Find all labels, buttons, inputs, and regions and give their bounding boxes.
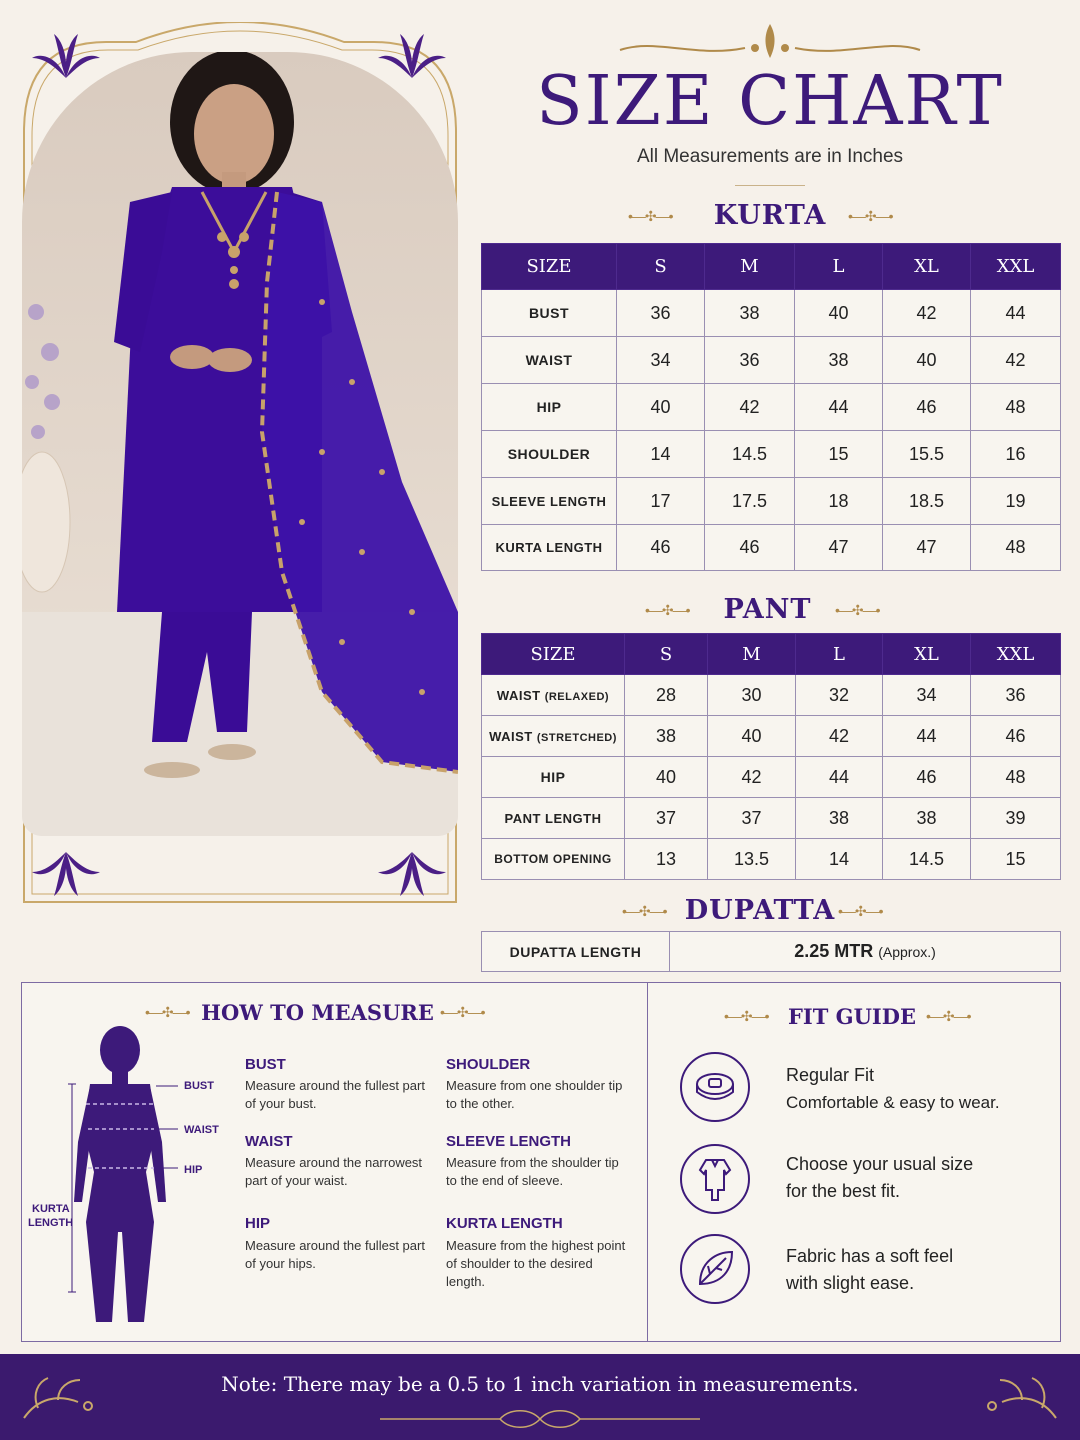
table-row bbox=[482, 932, 1061, 972]
footer-ornament-right bbox=[972, 1368, 1062, 1429]
table-cell: 46 bbox=[883, 757, 971, 798]
table-row bbox=[482, 478, 1061, 525]
fit-guide-heading: FIT GUIDE bbox=[788, 1004, 916, 1029]
col-header: S bbox=[617, 244, 705, 290]
col-header: SIZE bbox=[482, 244, 617, 290]
corner-ornament-top-right bbox=[374, 28, 450, 89]
col-header: SIZE bbox=[482, 634, 625, 675]
table-cell: 46 bbox=[705, 525, 795, 571]
row-label: BOTTOM OPENING bbox=[482, 839, 625, 880]
col-header: L bbox=[796, 634, 883, 675]
col-header: M bbox=[705, 244, 795, 290]
row-label: HIP bbox=[482, 757, 625, 798]
table-cell: 46 bbox=[617, 525, 705, 571]
row-label: SHOULDER bbox=[482, 431, 617, 478]
ornament-right: •—✣—• bbox=[926, 1008, 971, 1024]
table-cell: 14.5 bbox=[883, 839, 971, 880]
table-cell: 37 bbox=[625, 798, 708, 839]
row-label: PANT LENGTH bbox=[482, 798, 625, 839]
table-cell: 42 bbox=[883, 290, 971, 337]
model-photo bbox=[22, 52, 458, 836]
row-label: DUPATTA LENGTH bbox=[482, 932, 670, 972]
outfit-icon bbox=[680, 1144, 750, 1214]
row-label: BUST bbox=[482, 290, 617, 337]
col-header: L bbox=[795, 244, 883, 290]
page-subtitle: All Measurements are in Inches bbox=[636, 146, 904, 167]
col-header: M bbox=[708, 634, 796, 675]
corner-ornament-bottom-left bbox=[28, 846, 104, 907]
pant-heading: PANT bbox=[723, 594, 812, 625]
row-label: WAIST bbox=[482, 337, 617, 384]
dupatta-table bbox=[481, 931, 1061, 972]
table-cell: 44 bbox=[795, 384, 883, 431]
ornament-left: •—✣—• bbox=[145, 1004, 190, 1020]
table-cell: 17.5 bbox=[705, 478, 795, 525]
measuring-tape-icon bbox=[680, 1052, 750, 1122]
table-cell: 47 bbox=[795, 525, 883, 571]
ornament-right: •—✣—• bbox=[835, 602, 880, 618]
table-cell: 17 bbox=[617, 478, 705, 525]
col-header: S bbox=[625, 634, 708, 675]
corner-ornament-bottom-right bbox=[374, 846, 450, 907]
row-label: SLEEVE LENGTH bbox=[482, 478, 617, 525]
measure-text-waist: Measure around the narrowest part of your waist. bbox=[245, 1155, 423, 1188]
table-cell: 40 bbox=[708, 716, 796, 757]
footer-note: Note: There may be a 0.5 to 1 inch variation in measurements. bbox=[221, 1372, 859, 1396]
table-cell: 36 bbox=[617, 290, 705, 337]
measure-title-hip: HIP bbox=[245, 1215, 271, 1232]
table-cell: 13.5 bbox=[708, 839, 796, 880]
table-cell: 16 bbox=[971, 431, 1061, 478]
measure-title-kurta-length: KURTA LENGTH bbox=[446, 1215, 563, 1232]
table-cell: 47 bbox=[883, 525, 971, 571]
table-cell: 38 bbox=[625, 716, 708, 757]
table-cell: 30 bbox=[708, 675, 796, 716]
row-label: HIP bbox=[482, 384, 617, 431]
table-cell: 44 bbox=[796, 757, 883, 798]
table-row bbox=[482, 384, 1061, 431]
fit-guide-line: for the best fit. bbox=[786, 1181, 901, 1201]
row-label-text: WAIST bbox=[489, 728, 533, 744]
footer-bar bbox=[0, 1354, 1080, 1440]
table-cell: 46 bbox=[971, 716, 1061, 757]
table-cell: 40 bbox=[625, 757, 708, 798]
table-cell: 13 bbox=[625, 839, 708, 880]
table-cell: 48 bbox=[971, 757, 1061, 798]
row-label-note: (STRETCHED) bbox=[536, 731, 617, 744]
measure-title-shoulder: SHOULDER bbox=[446, 1056, 531, 1073]
table-cell: 28 bbox=[625, 675, 708, 716]
col-header: XL bbox=[883, 634, 971, 675]
fit-guide-line: with slight ease. bbox=[786, 1273, 915, 1293]
dupatta-heading: DUPATTA bbox=[684, 895, 836, 926]
table-cell: 18 bbox=[795, 478, 883, 525]
table-cell: 48 bbox=[971, 384, 1061, 431]
kurta-heading: KURTA bbox=[713, 200, 827, 231]
figure-label-kurta-length-2: LENGTH bbox=[28, 1217, 74, 1229]
table-row bbox=[482, 757, 1061, 798]
ornament-right: •—✣—• bbox=[440, 1004, 485, 1020]
table-cell: 36 bbox=[705, 337, 795, 384]
figure-label-hip: HIP bbox=[184, 1164, 203, 1176]
panel-divider bbox=[647, 982, 648, 1342]
table-cell: 42 bbox=[971, 337, 1061, 384]
table-cell: 42 bbox=[705, 384, 795, 431]
ornament-left: •—✣—• bbox=[645, 602, 690, 618]
table-cell: 37 bbox=[708, 798, 796, 839]
pant-size-table bbox=[481, 633, 1061, 880]
table-cell: 48 bbox=[971, 525, 1061, 571]
ornament-right: •—✣—• bbox=[838, 903, 883, 919]
table-cell: 46 bbox=[883, 384, 971, 431]
table-cell: 38 bbox=[796, 798, 883, 839]
row-label bbox=[482, 675, 625, 716]
table-cell: 38 bbox=[795, 337, 883, 384]
table-row bbox=[482, 431, 1061, 478]
table-row bbox=[482, 337, 1061, 384]
ornament-left: •—✣—• bbox=[724, 1008, 769, 1024]
dupatta-note: (Approx.) bbox=[878, 944, 936, 960]
pant-header-row bbox=[482, 634, 1061, 675]
table-cell: 34 bbox=[883, 675, 971, 716]
table-row bbox=[482, 716, 1061, 757]
dupatta-value: 2.25 MTR bbox=[794, 941, 874, 961]
table-cell: 36 bbox=[971, 675, 1061, 716]
how-to-measure-heading: HOW TO MEASURE bbox=[201, 1000, 434, 1025]
table-cell: 40 bbox=[795, 290, 883, 337]
row-label-text: WAIST bbox=[496, 687, 541, 703]
figure-label-bust: BUST bbox=[184, 1080, 214, 1092]
table-cell: 38 bbox=[883, 798, 971, 839]
table-cell: 42 bbox=[708, 757, 796, 798]
measure-title-sleeve-length: SLEEVE LENGTH bbox=[446, 1133, 572, 1150]
table-cell: 34 bbox=[617, 337, 705, 384]
table-row bbox=[482, 675, 1061, 716]
table-cell: 40 bbox=[617, 384, 705, 431]
col-header: XXL bbox=[971, 634, 1061, 675]
table-cell: 15 bbox=[795, 431, 883, 478]
table-row bbox=[482, 839, 1061, 880]
fit-guide-line: Fabric has a soft feel bbox=[786, 1246, 954, 1266]
measure-text-bust: Measure around the fullest part of your bust. bbox=[245, 1078, 425, 1111]
table-cell: 44 bbox=[971, 290, 1061, 337]
divider bbox=[735, 185, 805, 186]
table-cell: 18.5 bbox=[883, 478, 971, 525]
footer-ornament-center bbox=[380, 1406, 700, 1437]
table-cell: 39 bbox=[971, 798, 1061, 839]
measure-title-bust: BUST bbox=[245, 1056, 286, 1073]
table-cell: 14 bbox=[796, 839, 883, 880]
fit-guide-line: Choose your usual size bbox=[786, 1154, 974, 1174]
table-cell: 15 bbox=[971, 839, 1061, 880]
ornament-left: •—✣—• bbox=[628, 208, 673, 224]
table-cell: 15.5 bbox=[883, 431, 971, 478]
table-cell: 44 bbox=[883, 716, 971, 757]
measure-text-hip: Measure around the fullest part of your hips. bbox=[245, 1238, 425, 1271]
row-label: KURTA LENGTH bbox=[482, 525, 617, 571]
table-cell: 40 bbox=[883, 337, 971, 384]
page-title: SIZE CHART bbox=[536, 62, 1004, 141]
fit-guide-line: Comfortable & easy to wear. bbox=[786, 1093, 1000, 1112]
ornament-right: •—✣—• bbox=[848, 208, 893, 224]
table-cell: 14.5 bbox=[705, 431, 795, 478]
col-header: XL bbox=[883, 244, 971, 290]
table-cell: 32 bbox=[796, 675, 883, 716]
table-row bbox=[482, 798, 1061, 839]
figure-label-waist: WAIST bbox=[184, 1124, 219, 1136]
table-cell bbox=[670, 932, 1061, 972]
table-cell: 42 bbox=[796, 716, 883, 757]
measure-text-kurta-length: Measure from the highest point of shoulder to the desired length. bbox=[446, 1238, 626, 1289]
ornament-left: •—✣—• bbox=[622, 903, 667, 919]
measure-text-sleeve-length: Measure from the shoulder tip to the end of sleeve. bbox=[446, 1155, 619, 1188]
measure-title-waist: WAIST bbox=[245, 1133, 293, 1150]
table-cell: 19 bbox=[971, 478, 1061, 525]
fit-guide-line: Regular Fit bbox=[786, 1065, 875, 1085]
row-label bbox=[482, 716, 625, 757]
table-row bbox=[482, 290, 1061, 337]
table-cell: 38 bbox=[705, 290, 795, 337]
kurta-header-row bbox=[482, 244, 1061, 290]
figure-label-kurta-length-1: KURTA bbox=[32, 1203, 70, 1215]
measure-text-shoulder: Measure from one shoulder tip to the other. bbox=[446, 1078, 623, 1111]
leaf-icon bbox=[680, 1234, 750, 1304]
row-label-note: (RELAXED) bbox=[544, 690, 610, 703]
col-header: XXL bbox=[971, 244, 1061, 290]
table-cell: 14 bbox=[617, 431, 705, 478]
kurta-size-table bbox=[481, 243, 1061, 571]
corner-ornament-top-left bbox=[28, 28, 104, 89]
table-row bbox=[482, 525, 1061, 571]
